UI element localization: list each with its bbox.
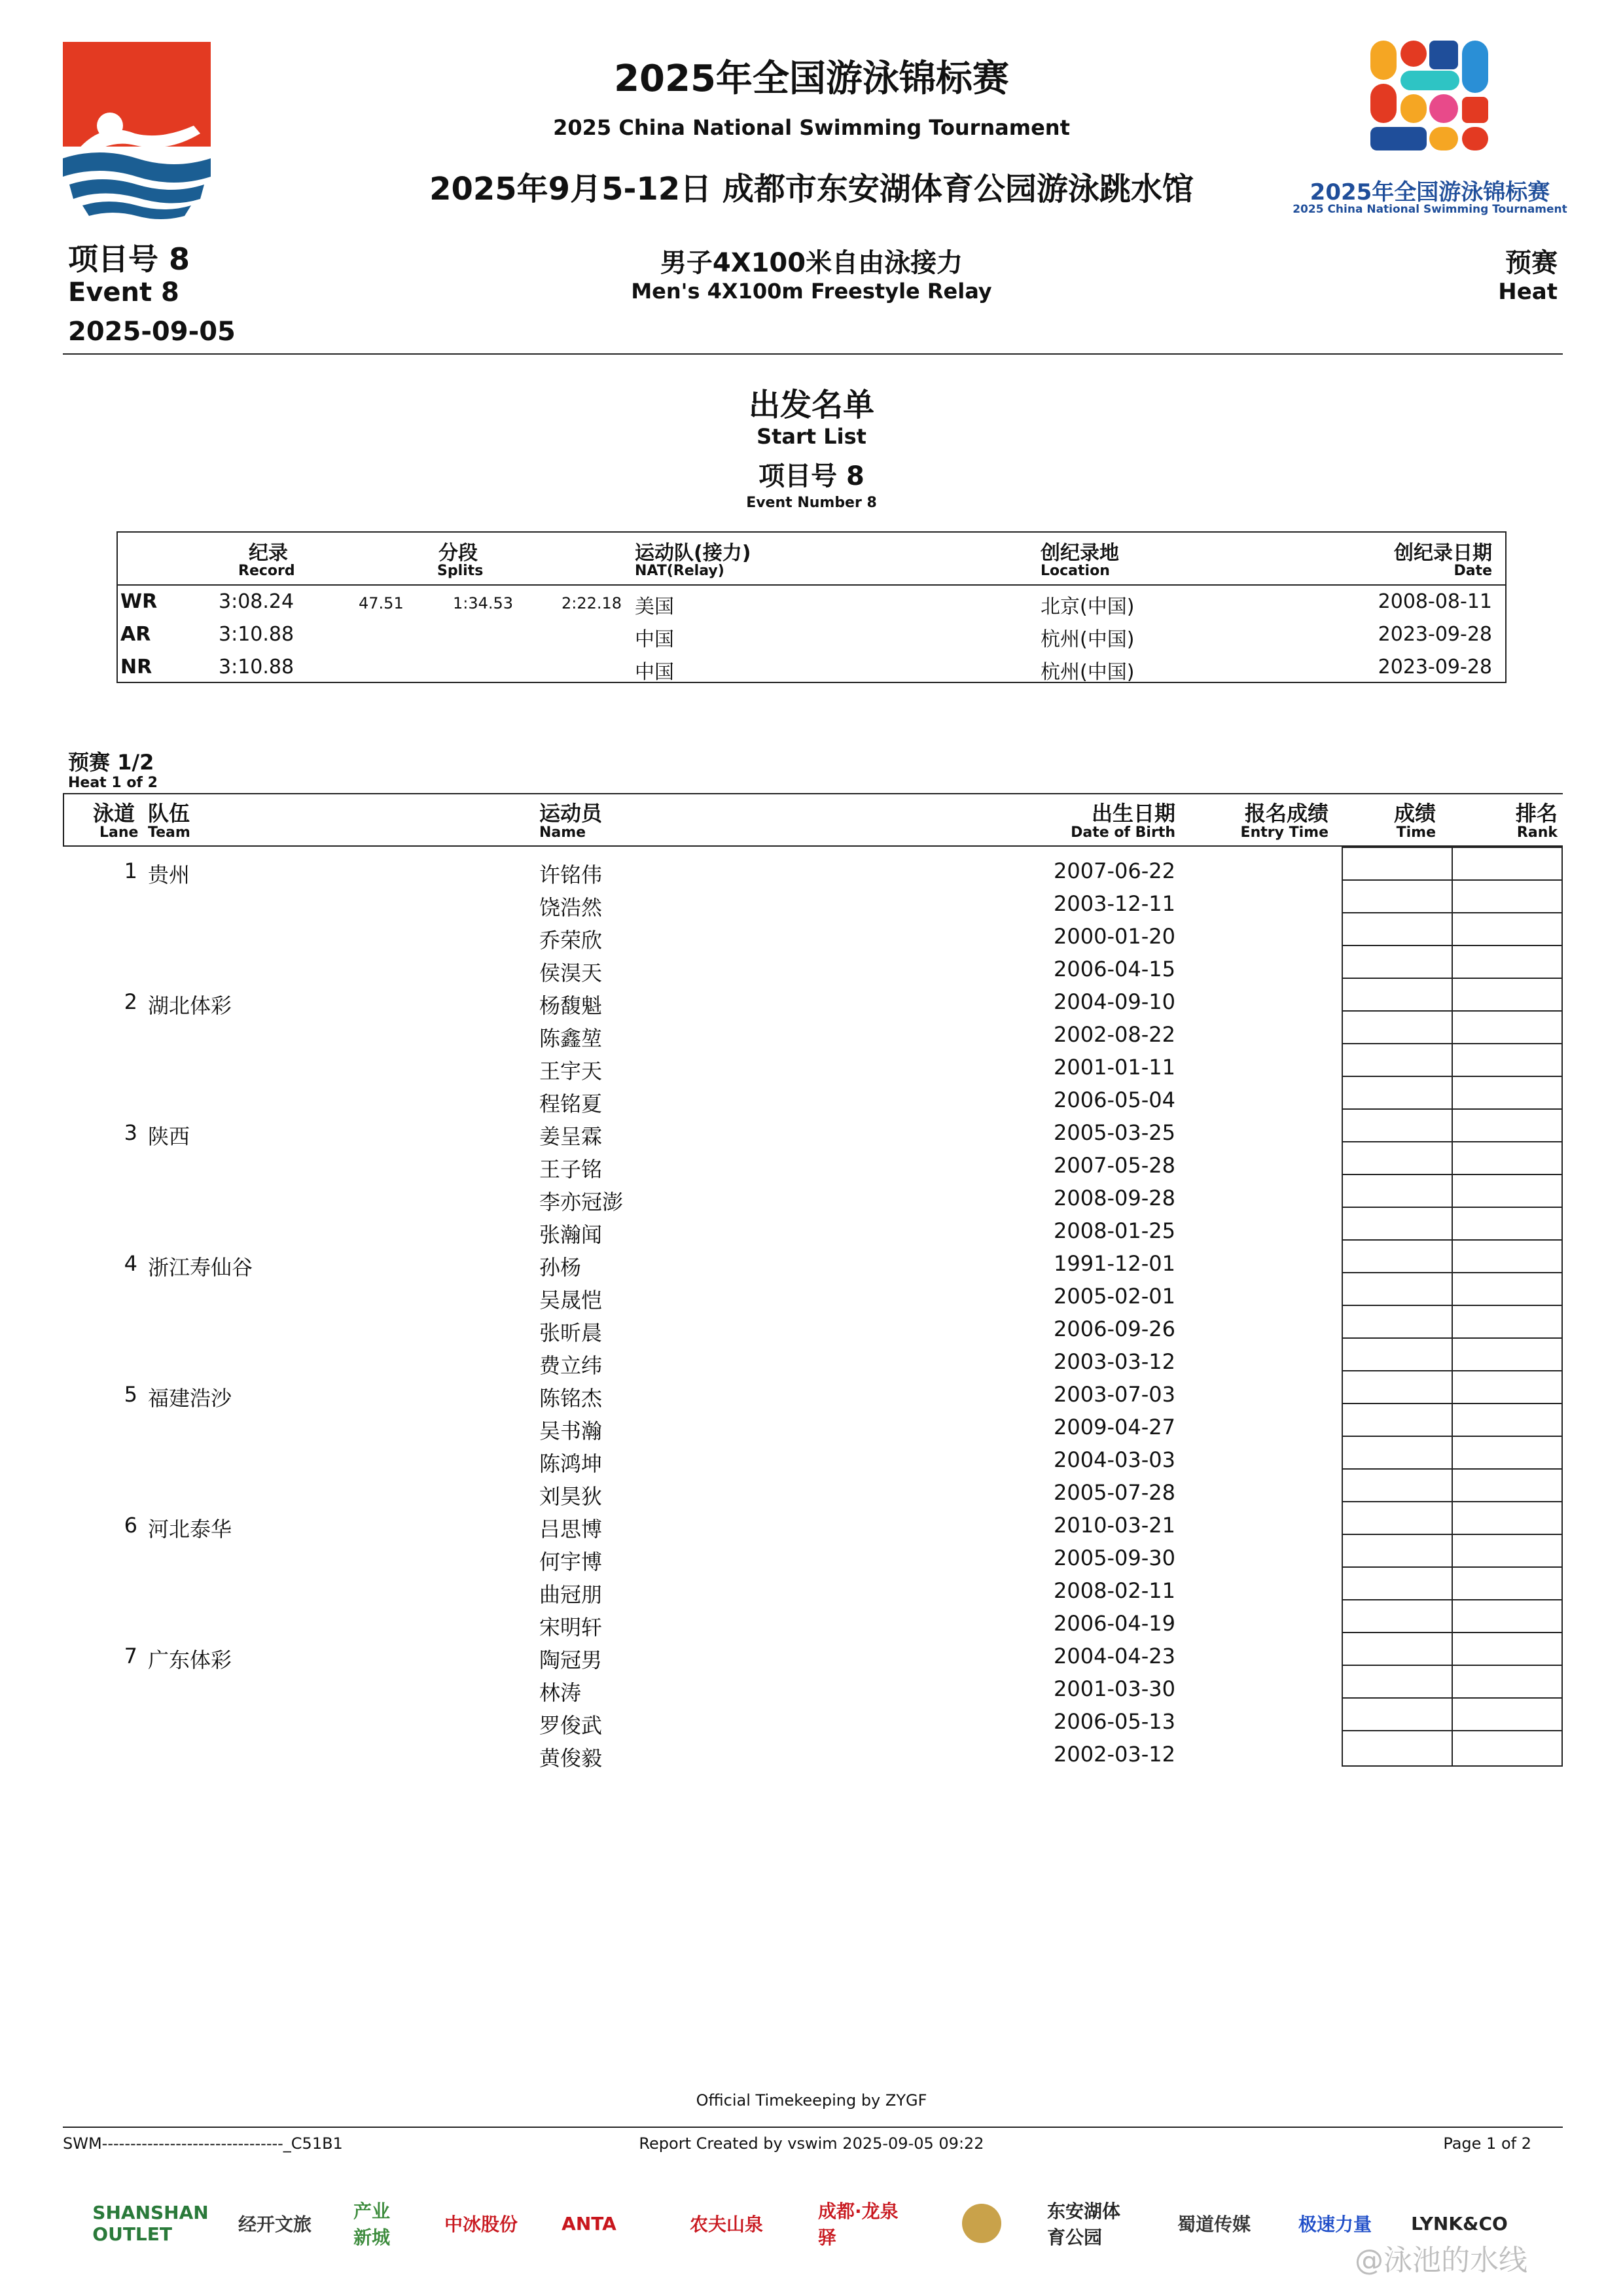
result-grid-row-line xyxy=(1342,1141,1563,1142)
records-header-divider xyxy=(116,584,1507,586)
record-code: WR xyxy=(120,590,158,613)
swimmer-dob: 2002-03-12 xyxy=(1054,1742,1175,1767)
team-name: 湖北体彩 xyxy=(148,993,232,1018)
heat-header-left-rule xyxy=(63,793,64,847)
sponsor-logo: 蜀道传媒 xyxy=(1177,2214,1251,2235)
name-header-en: Name xyxy=(539,824,586,841)
swimmer-name: 罗俊武 xyxy=(539,1713,603,1738)
record-time: 3:10.88 xyxy=(219,656,294,679)
date-header-cn: 创纪录日期 xyxy=(1394,542,1492,565)
swimmer-dob: 2006-05-04 xyxy=(1054,1087,1175,1112)
result-grid-row-line xyxy=(1342,1337,1563,1339)
entry-header-en: Entry Time xyxy=(1240,824,1329,841)
phase-en: Heat xyxy=(1498,279,1558,305)
location-header-en: Location xyxy=(1041,563,1110,579)
event-number-en: Event 8 xyxy=(68,277,179,308)
heat-header-bottom-rule xyxy=(63,845,1563,847)
swimmer-name: 林涛 xyxy=(539,1680,582,1705)
time-header-en: Time xyxy=(1396,824,1436,841)
team-name: 广东体彩 xyxy=(148,1648,232,1672)
lane-number: 6 xyxy=(124,1513,137,1538)
result-grid-row-line xyxy=(1342,1076,1563,1077)
swimmer-name: 侯淏天 xyxy=(539,961,603,985)
swimmer-dob: 2006-04-15 xyxy=(1054,957,1175,981)
swimmer-name: 程铭夏 xyxy=(539,1091,603,1116)
record-location: 杭州(中国) xyxy=(1041,661,1135,684)
dob-header-cn: 出生日期 xyxy=(1091,801,1175,826)
result-grid-row-line xyxy=(1342,1207,1563,1208)
swimmer-dob: 2006-09-26 xyxy=(1054,1316,1175,1341)
event-date: 2025-09-05 xyxy=(68,317,236,347)
swimmer-name: 王子铭 xyxy=(539,1157,603,1182)
lane-number: 4 xyxy=(124,1251,137,1276)
nat-header-cn: 运动队(接力) xyxy=(635,542,751,565)
record-nat: 中国 xyxy=(635,628,674,651)
swimmer-name: 吕思博 xyxy=(539,1517,603,1542)
splits-header-en: Splits xyxy=(437,563,484,579)
swimmer-name: 吴晟恺 xyxy=(539,1288,603,1313)
time-header-cn: 成绩 xyxy=(1393,801,1436,826)
brand-title-cn: 2025年全国游泳锦标赛 xyxy=(1310,179,1550,205)
result-grid-row-line xyxy=(1342,1566,1563,1568)
lane-header-cn: 泳道 xyxy=(93,801,135,826)
sponsor-logo: 极速力量 xyxy=(1298,2214,1372,2235)
sponsor-logo: 经开文旅 xyxy=(238,2214,312,2235)
record-split: 2:22.18 xyxy=(562,594,622,612)
phase-cn: 预赛 xyxy=(1505,248,1558,278)
nat-header-en: NAT(Relay) xyxy=(635,563,724,579)
lane-number: 3 xyxy=(124,1120,137,1145)
team-header-cn: 队伍 xyxy=(148,801,190,826)
record-header-cn: 纪录 xyxy=(249,542,288,565)
tournament-brand-logo xyxy=(1364,39,1501,170)
sponsor-logo: SHANSHAN OUTLET xyxy=(92,2202,209,2245)
swimmer-name: 饶浩然 xyxy=(539,895,603,920)
brand-title-en: 2025 China National Swimming Tournament xyxy=(1293,203,1567,216)
sponsor-logo: 东安湖体育公园 xyxy=(1047,2200,1121,2248)
timekeeping-note: Official Timekeeping by ZYGF xyxy=(696,2091,927,2110)
lane-header-en: Lane xyxy=(99,824,139,841)
sponsor-logo: ANTA xyxy=(562,2212,616,2234)
swimmer-dob: 2002-08-22 xyxy=(1054,1022,1175,1047)
swimmer-name: 费立纬 xyxy=(539,1353,603,1378)
team-name: 福建浩沙 xyxy=(148,1386,232,1411)
team-name: 陕西 xyxy=(148,1124,190,1149)
sponsor-logo: 成都·龙泉驿 xyxy=(818,2200,899,2248)
swimmer-dob: 2004-03-03 xyxy=(1054,1447,1175,1472)
swimmer-name: 吴书瀚 xyxy=(539,1419,603,1443)
sponsor-logo: 农夫山泉 xyxy=(689,2214,763,2235)
swimmer-dob: 2008-02-11 xyxy=(1054,1578,1175,1603)
result-grid-row-line xyxy=(1342,978,1563,979)
swimmer-name: 曲冠朋 xyxy=(539,1582,603,1607)
swimmer-dob: 2000-01-20 xyxy=(1054,924,1175,949)
result-grid-row-line xyxy=(1342,1468,1563,1470)
result-grid-divider xyxy=(1452,847,1453,1767)
record-split: 1:34.53 xyxy=(453,594,514,612)
swimmer-dob: 2005-03-25 xyxy=(1054,1120,1175,1145)
start-list-title-cn: 出发名单 xyxy=(748,387,874,423)
team-header-en: Team xyxy=(148,824,190,841)
lane-number: 5 xyxy=(124,1382,137,1407)
record-code: AR xyxy=(120,623,151,646)
swimmer-name: 张昕晨 xyxy=(539,1320,603,1345)
result-grid-row-line xyxy=(1342,1272,1563,1273)
rank-header-en: Rank xyxy=(1516,824,1558,841)
swimmer-dob: 2006-04-19 xyxy=(1054,1611,1175,1636)
heat-header-top-rule xyxy=(63,793,1563,794)
swimmer-name: 王宇天 xyxy=(539,1059,603,1084)
splits-header-cn: 分段 xyxy=(438,542,478,565)
start-list-title-en: Start List xyxy=(757,424,866,449)
heat-title-cn: 预赛 1/2 xyxy=(68,750,154,775)
result-grid-row-line xyxy=(1342,945,1563,946)
record-time: 3:08.24 xyxy=(219,590,294,613)
swimmer-dob: 2004-04-23 xyxy=(1054,1644,1175,1669)
tournament-title-cn: 2025年全国游泳锦标赛 xyxy=(614,58,1009,100)
result-grid-row-line xyxy=(1342,1174,1563,1175)
swimmer-dob: 2008-01-25 xyxy=(1054,1218,1175,1243)
records-table xyxy=(116,531,1507,683)
swimmer-name: 宋明轩 xyxy=(539,1615,603,1640)
lane-number: 1 xyxy=(124,858,137,883)
swimmer-dob: 2005-09-30 xyxy=(1054,1545,1175,1570)
page-number: Page 1 of 2 xyxy=(1443,2134,1531,2153)
swimmer-dob: 2004-09-10 xyxy=(1054,989,1175,1014)
record-location: 北京(中国) xyxy=(1041,595,1135,618)
result-grid-row-line xyxy=(1342,1403,1563,1404)
footer-divider xyxy=(63,2127,1563,2128)
event-number-title-en: Event Number 8 xyxy=(746,495,877,511)
swimmer-name: 陶冠男 xyxy=(539,1648,603,1672)
lane-number: 7 xyxy=(124,1644,137,1669)
venue-dates: 2025年9月5-12日 成都市东安湖体育公园游泳跳水馆 xyxy=(429,171,1194,207)
sponsor-logo: 产业新城 xyxy=(353,2200,391,2248)
report-code: SWM--------------------------------_C51B1 xyxy=(63,2134,343,2153)
swimmer-dob: 2009-04-27 xyxy=(1054,1415,1175,1439)
entry-header-cn: 报名成绩 xyxy=(1244,801,1329,826)
tournament-title-en: 2025 China National Swimming Tournament xyxy=(553,115,1070,140)
record-date: 2023-09-28 xyxy=(1378,623,1492,646)
sponsor-logo xyxy=(962,2204,1001,2243)
record-nat: 美国 xyxy=(635,595,674,618)
sponsor-logo: 中冰股份 xyxy=(444,2214,518,2235)
record-code: NR xyxy=(120,656,152,679)
swimmer-name: 杨馥魁 xyxy=(539,993,603,1018)
swimmer-name: 刘昊狄 xyxy=(539,1484,603,1509)
swimmer-dob: 2008-09-28 xyxy=(1054,1186,1175,1210)
swimmer-dob: 2010-03-21 xyxy=(1054,1513,1175,1538)
record-header-en: Record xyxy=(238,563,295,579)
result-grid-row-line xyxy=(1342,879,1563,881)
result-grid-row-line xyxy=(1342,1730,1563,1731)
result-grid-row-line xyxy=(1342,1370,1563,1371)
result-grid-row-line xyxy=(1342,1501,1563,1502)
swimmer-name: 张瀚闻 xyxy=(539,1222,603,1247)
swimmer-dob: 2001-03-30 xyxy=(1054,1676,1175,1701)
swimmer-name: 何宇博 xyxy=(539,1549,603,1574)
swimmer-dob: 2007-05-28 xyxy=(1054,1153,1175,1178)
event-number-title-cn: 项目号 8 xyxy=(758,461,865,491)
record-date: 2023-09-28 xyxy=(1378,656,1492,679)
swimmer-dob: 2003-07-03 xyxy=(1054,1382,1175,1407)
lane-number: 2 xyxy=(124,989,137,1014)
record-location: 杭州(中国) xyxy=(1041,628,1135,651)
header-divider xyxy=(63,353,1563,355)
team-name: 浙江寿仙谷 xyxy=(148,1255,253,1280)
swimmer-name: 李亦冠澎 xyxy=(539,1190,624,1214)
heat-title-en: Heat 1 of 2 xyxy=(68,775,158,791)
event-number-cn: 项目号 8 xyxy=(68,241,190,277)
event-name-cn: 男子4X100米自由泳接力 xyxy=(660,248,963,278)
swimmer-dob: 2007-06-22 xyxy=(1054,858,1175,883)
result-grid-row-line xyxy=(1342,1239,1563,1241)
swimmer-dob: 2005-07-28 xyxy=(1054,1480,1175,1505)
swimmer-dob: 2003-12-11 xyxy=(1054,891,1175,916)
result-grid-row-line xyxy=(1342,1043,1563,1044)
sponsor-logo: LYNK&CO xyxy=(1411,2212,1508,2234)
result-grid-row-line xyxy=(1342,1697,1563,1699)
result-grid-row-line xyxy=(1342,1305,1563,1306)
swimmer-name: 黄俊毅 xyxy=(539,1746,603,1771)
event-name-en: Men's 4X100m Freestyle Relay xyxy=(631,279,992,304)
swimmer-dob: 2003-03-12 xyxy=(1054,1349,1175,1374)
result-grid-row-line xyxy=(1342,1632,1563,1633)
record-nat: 中国 xyxy=(635,661,674,684)
report-created: Report Created by vswim 2025-09-05 09:22 xyxy=(639,2134,984,2153)
record-date: 2008-08-11 xyxy=(1378,590,1492,613)
swimmer-dob: 2006-05-13 xyxy=(1054,1709,1175,1734)
result-grid-row-line xyxy=(1342,1665,1563,1666)
name-header-cn: 运动员 xyxy=(539,801,603,826)
swimmer-name: 陈鑫堃 xyxy=(539,1026,603,1051)
team-name: 河北泰华 xyxy=(148,1517,232,1542)
swimmer-name: 乔荣欣 xyxy=(539,928,603,953)
swimmer-name: 姜呈霖 xyxy=(539,1124,603,1149)
swimmer-name: 陈鸿坤 xyxy=(539,1451,603,1476)
swimmer-dob: 2001-01-11 xyxy=(1054,1055,1175,1080)
watermark: @泳池的水线 xyxy=(1355,2244,1527,2277)
swimmer-name: 孙杨 xyxy=(539,1255,582,1280)
swimmer-dob: 1991-12-01 xyxy=(1054,1251,1175,1276)
result-grid-row-line xyxy=(1342,1534,1563,1535)
date-header-en: Date xyxy=(1454,563,1492,579)
result-grid-row-line xyxy=(1342,912,1563,913)
location-header-cn: 创纪录地 xyxy=(1041,542,1119,565)
team-name: 贵州 xyxy=(148,862,190,887)
result-grid-row-line xyxy=(1342,1436,1563,1437)
record-split: 47.51 xyxy=(359,594,404,612)
swimmer-name: 陈铭杰 xyxy=(539,1386,603,1411)
rank-header-cn: 排名 xyxy=(1515,801,1558,826)
dob-header-en: Date of Birth xyxy=(1071,824,1175,841)
swimmer-dob: 2005-02-01 xyxy=(1054,1284,1175,1309)
result-grid-row-line xyxy=(1342,1108,1563,1110)
result-grid-row-line xyxy=(1342,1010,1563,1012)
result-grid-row-line xyxy=(1342,1599,1563,1600)
record-time: 3:10.88 xyxy=(219,623,294,646)
swimmer-name: 许铭伟 xyxy=(539,862,603,887)
